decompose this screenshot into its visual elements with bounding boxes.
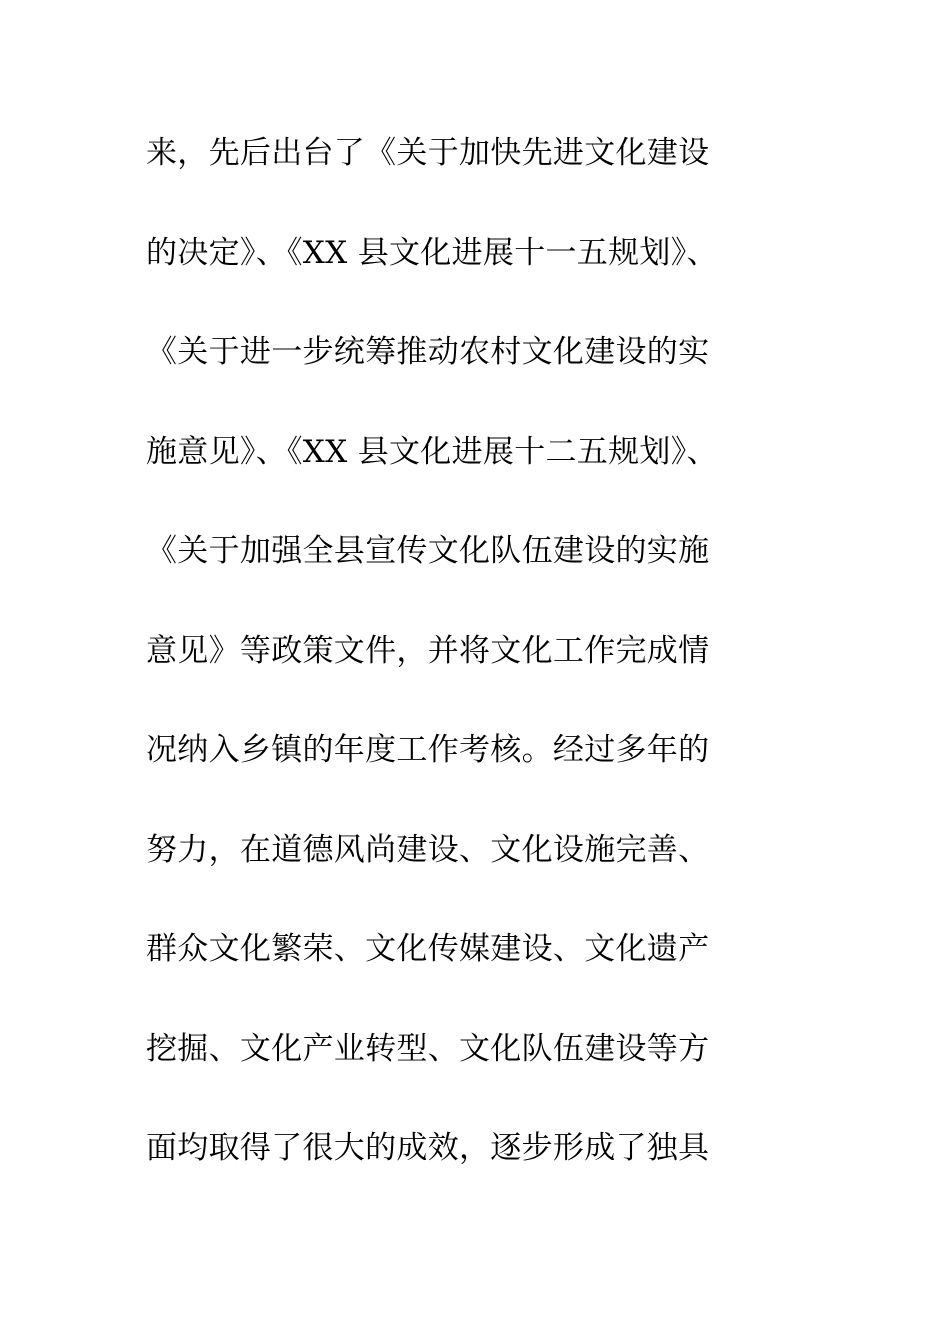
text-line: 挖掘、文化产业转型、文化队伍建设等方 (146, 1030, 710, 1067)
text-line: 努力，在道德风尚建设、文化设施完善、 (146, 831, 710, 868)
text-line: 面均取得了很大的成效，逐步形成了独具 (146, 1130, 710, 1166)
text-line: 《关于进一步统筹推动农村文化建设的实 (146, 334, 710, 370)
text-line: 况纳入乡镇的年度工作考核。经过多年的 (146, 732, 710, 768)
text-line: 来，先后出台了《关于加快先进文化建设 (146, 135, 710, 171)
body-paragraph (146, 125, 846, 1220)
text-line: 的决定》、《XX 县文化进展十一五规划》、 (146, 234, 718, 271)
text-line: 施意见》、《XX 县文化进展十二五规划》、 (146, 433, 718, 470)
text-line: 群众文化繁荣、文化传媒建设、文化遗产 (146, 931, 710, 967)
text-line: 《关于加强全县宣传文化队伍建设的实施 (146, 533, 710, 569)
text-line: 意见》等政策文件，并将文化工作完成情 (146, 632, 710, 669)
